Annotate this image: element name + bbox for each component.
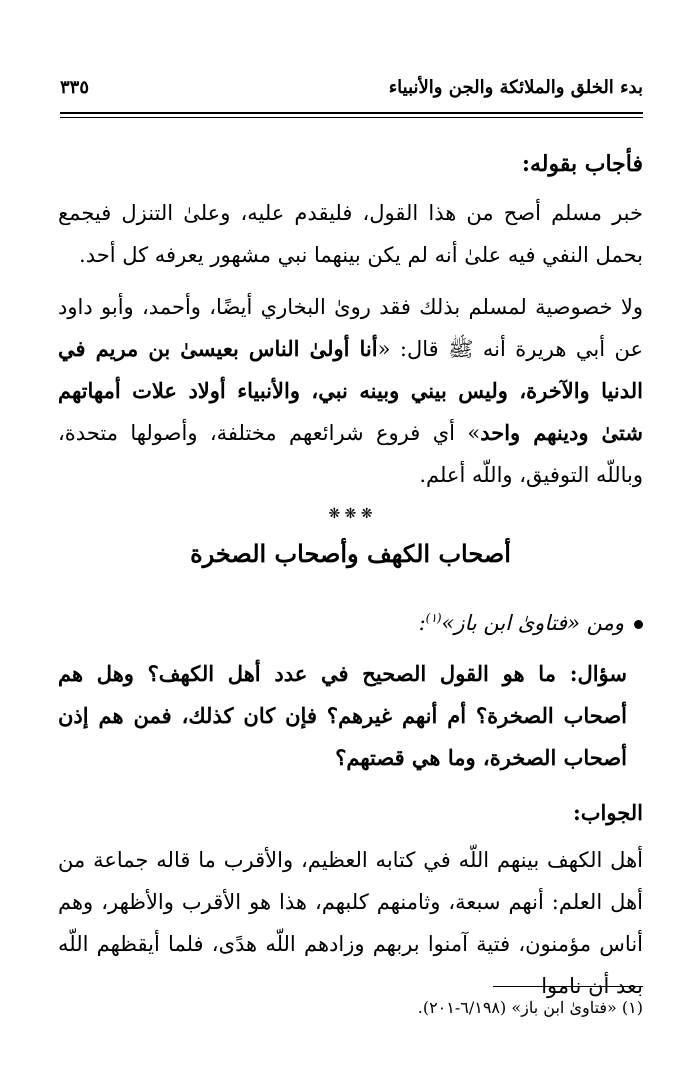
header-rule-thick (60, 112, 643, 114)
answer-heading: فأجاب بقوله: (521, 151, 643, 177)
running-header (60, 72, 643, 102)
header-rule-thin (60, 117, 643, 118)
header-title: بدء الخلق والملائكة والجن والأنبياء (388, 76, 643, 98)
footnote: (١) «فتاوىٰ ابن باز» (٦/١٩٨-٢٠١). (417, 998, 643, 1017)
question-text: سؤال: ما هو القول الصحيح في عدد أهل الكهف؟ وهل هم أصحاب الصخرة؟ أم أنهم غيرهم؟ فإن كان كذلك، فمن هم إذن أصحاب الصخرة، وما هي قصتهم؟ (58, 661, 627, 770)
paragraph-1: خبر مسلم أصح من هذا القول، فليقدم عليه، وعلىٰ التنزل فيجمع بحمل النفي فيه علىٰ أنه لم يكن بينهما نبي مشهور يعرفه كل أحد. (58, 201, 643, 267)
source-line (58, 598, 643, 643)
bullet-icon (634, 620, 643, 629)
source-text: ومن «فتاوىٰ ابن باز» (441, 611, 624, 635)
answer-label: الجواب: (573, 800, 643, 825)
page-body (58, 140, 643, 1007)
paragraph-2-rest: » أي فروع شرائعهم مختلفة، وأصولها متحدة، وباللّه التوفيق، واللّه أعلم. (58, 421, 643, 487)
footnote-ref: (١) (425, 611, 442, 625)
hadith-text: أنا أولىٰ الناس بعيسىٰ بن مريم في الدنيا والآخرة، وليس بيني وبينه نبي، والأنبياء أولاد علات أمهاتهم شتىٰ ودينهم واحد (58, 336, 643, 445)
spacer (58, 276, 643, 286)
source-colon: : (418, 611, 426, 635)
footnote-rule (493, 986, 643, 987)
paragraph-2-intro: ولا خصوصية لمسلم بذلك فقد روىٰ البخاري أيضًا، وأحمد، وأبو داود عن أبي هريرة أنه ﷺ قال: « (58, 295, 643, 361)
paragraph-2 (58, 286, 643, 496)
page-number: ٣٣٥ (60, 76, 90, 98)
section-title: أصحاب الكهف وأصحاب الصخرة (190, 539, 511, 568)
answer-text: أهل الكهف بينهم اللّه في كتابه العظيم، والأقرب ما قاله جماعة من أهل العلم: أنهم سبعة، وثامنهم كلبهم، هذا هو الأقرب والأظهر، وهم أناس مؤمنون، فتية آمنوا بربهم وزادهم اللّه هدًى، فلما أيقظهم اللّه بعد أن ناموا (58, 848, 643, 998)
section-separator: ❋ ❋ ❋ (328, 506, 373, 522)
question-block (58, 653, 627, 779)
